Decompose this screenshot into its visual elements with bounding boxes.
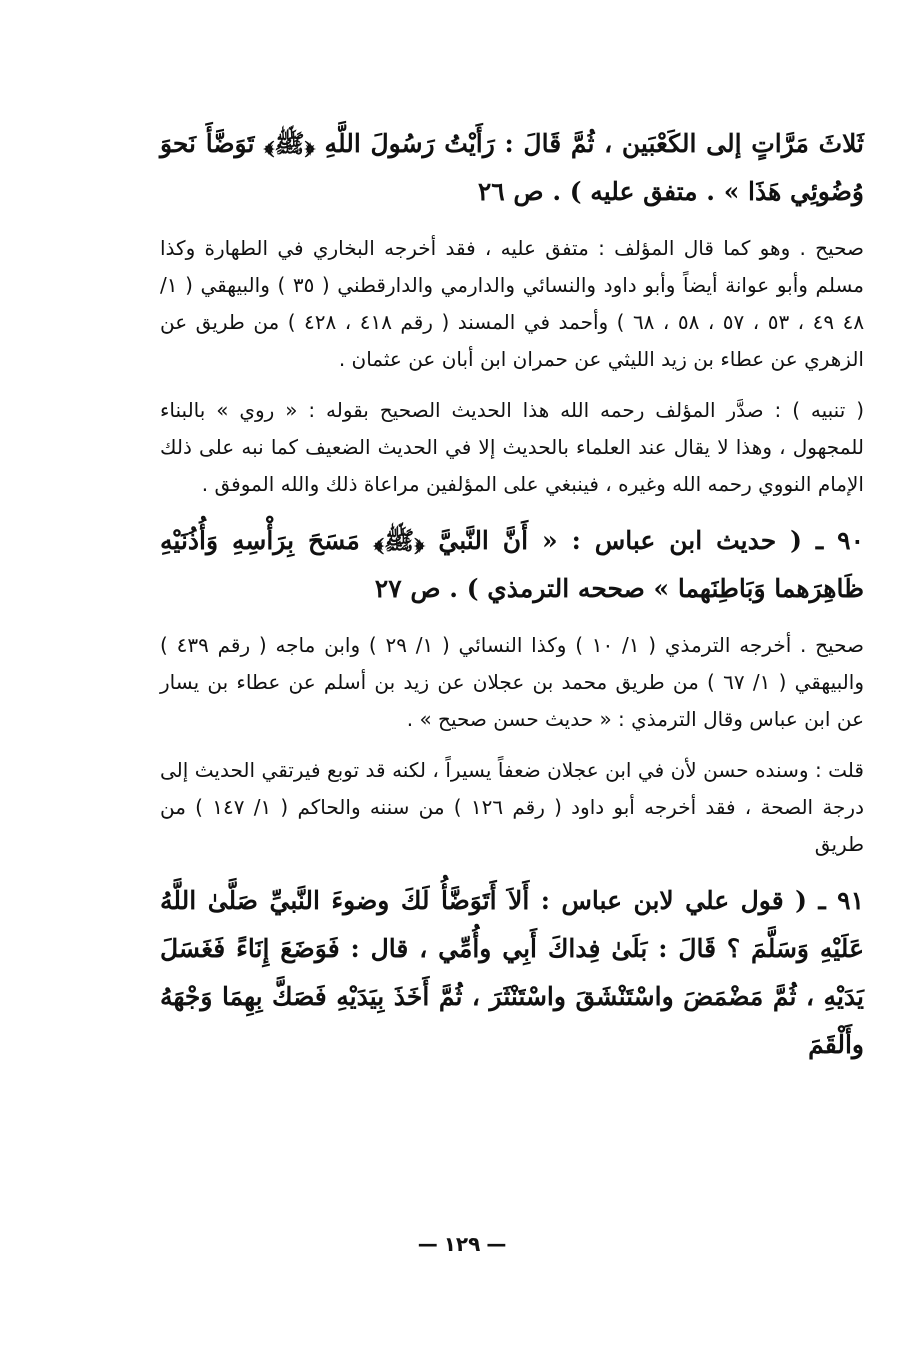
hadith-text: ٩١ ـ ( قول علي لابن عباس : أَلاَ أَتَوَضَّأُ لَكَ وضوءَ النَّبيِّ صَلَّىٰ اللَّهُ عَلَيْهِ وَسَلَّمَ ؟ قَالَ : بَلَىٰ فِداكَ أَبِي وأُمِّي ، قال : فَوَضَعَ إِنَاءً فَغَسَلَ يَدَيْهِ ، ثُمَّ مَضْمَضَ واسْتَنْشَقَ واسْتَنْثَرَ ، ثُمَّ أَخَذَ بِيَدَيْهِ فَصَكَّ بِهِمَا وَجْهَهُ وأَلْقَمَ — [160, 886, 864, 1059]
commentary-text: قلت : وسنده حسن لأن في ابن عجلان ضعفاً يسيراً ، لكنه قد توبع فيرتقي الحديث إلى درجة الصحة ، فقد أخرجه أبو داود ( رقم ١٢٦ ) من سننه والحاكم ( ١/ ١٤٧ ) من طريق — [160, 758, 864, 856]
page-number: —١٢٩— — [417, 1232, 507, 1256]
hadith-reference: متفق عليه ) . ص ٢٦ — [477, 177, 698, 206]
page-number-value: ١٢٩ — [443, 1232, 481, 1256]
hadith-matn: ٩٠ ـ ( حديث ابن عباس : « أَنَّ النَّبيَّ ﴿ﷺ﴾ مَسَحَ بِرَأْسِهِ وَأُذُنَيْهِ ظَاهِرَهما وَبَاطِنَهما » صححه الترمذي ) . — [160, 526, 864, 603]
hadith-block — [160, 877, 864, 1069]
hadith-matn: ثَلاثَ مَرَّاتٍ إلى الكَعْبَين ، ثُمَّ قَالَ : رَأَيْتُ رَسُولَ اللَّهِ ﴿ﷺ﴾ تَوَضَّأَ نَحوَ وُضُوئِي هَذَا » . — [160, 129, 864, 206]
hadith-text — [160, 517, 864, 613]
commentary-text: صحيح . وهو كما قال المؤلف : متفق عليه ، فقد أخرجه البخاري في الطهارة وكذا مسلم وأبو عوانة أيضاً وأبو داود والنسائي والدارمي والدارقطني ( ٣٥ ) والبيهقي ( ١/ ٤٨ ٤٩ ، ٥٣ ، ٥٧ ، ٥٨ ، ٦٨ ) وأحمد في المسند ( رقم ٤١٨ ، ٤٢٨ ) من طريق عن الزهري عن عطاء بن زيد الليثي عن حمران ابن أبان عن عثمان . — [160, 236, 865, 371]
hadith-text — [160, 120, 864, 216]
commentary-block — [160, 230, 864, 378]
note-block — [160, 392, 864, 503]
commentary-block — [160, 627, 864, 738]
hadith-reference: ص ٢٧ — [374, 574, 441, 603]
commentary-text: صحيح . أخرجه الترمذي ( ١/ ١٠ ) وكذا النسائي ( ١/ ٢٩ ) وابن ماجه ( رقم ٤٣٩ ) والبيهقي ( ١/ ٦٧ ) من طريق محمد بن عجلان عن زيد بن أسلم عن عطاء بن يسار عن ابن عباس وقال الترمذي : « حديث حسن صحيح » . — [160, 633, 864, 731]
hadith-block — [160, 120, 864, 216]
page-body — [160, 120, 864, 1083]
note-text: ( تنبيه ) : صدَّر المؤلف رحمه الله هذا الحديث الصحيح بقوله : « روي » بالبناء للمجهول ، وهذا لا يقال عند العلماء بالحديث إلا في الحديث الضعيف كما نبه على ذلك الإمام النووي رحمه الله وغيره ، فينبغي على المؤلفين مراعاة ذلك والله الموفق . — [160, 398, 864, 496]
hadith-block — [160, 517, 864, 613]
commentary-block — [160, 752, 864, 863]
